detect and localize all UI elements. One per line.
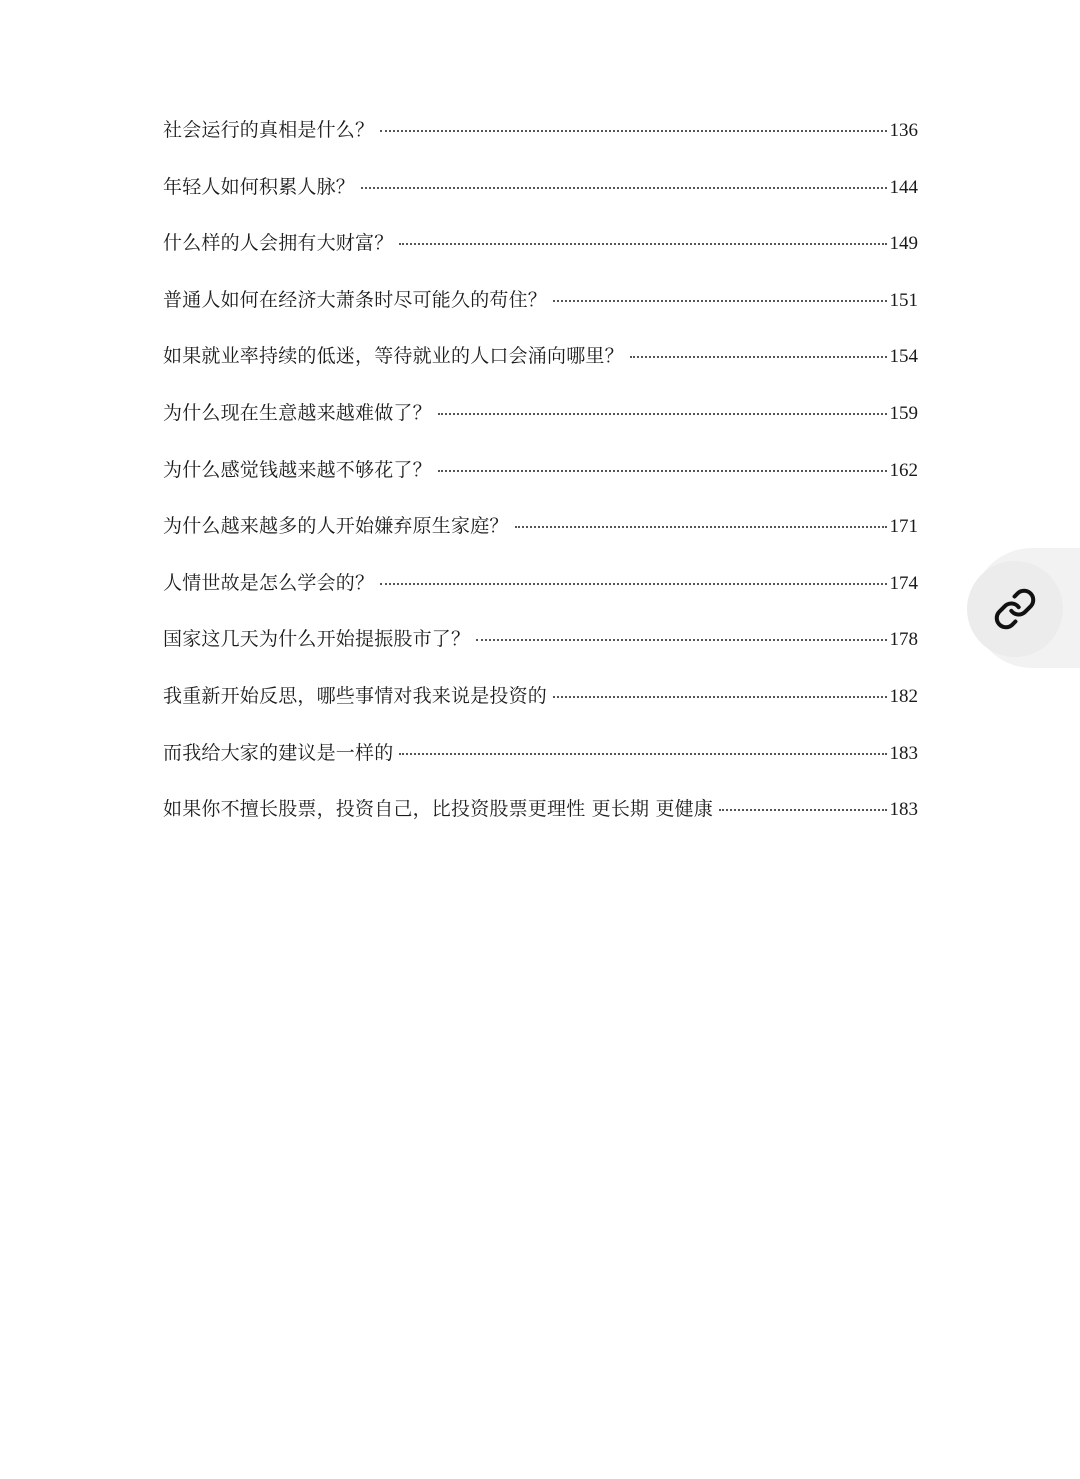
- toc-dot-leader: [438, 470, 887, 472]
- toc-dot-leader: [476, 639, 886, 641]
- toc-page-number: 182: [889, 685, 918, 707]
- toc-page-number: 159: [889, 402, 918, 424]
- toc-entry[interactable]: [163, 338, 918, 395]
- toc-dot-leader: [380, 583, 886, 585]
- link-icon: [993, 587, 1037, 631]
- toc-dot-leader: [515, 526, 887, 528]
- toc-dot-leader: [553, 696, 886, 698]
- toc-page-number: 151: [889, 289, 918, 311]
- toc-entry-title: 人情世故是怎么学会的？: [163, 571, 375, 594]
- toc-entry[interactable]: [163, 791, 918, 848]
- toc-entry[interactable]: [163, 225, 918, 282]
- toc-entry[interactable]: [163, 621, 918, 678]
- toc-page-number: 136: [889, 120, 918, 141]
- toc-page-number: 154: [889, 346, 918, 368]
- toc-entry-title: 为什么越来越多的人开始嫌弃原生家庭？: [163, 515, 509, 538]
- toc-entry-title: 国家这几天为什么开始提振股市了？: [163, 628, 471, 651]
- toc-entry[interactable]: [163, 735, 918, 792]
- toc-page-number: 171: [889, 516, 918, 538]
- toc-entry-title: 而我给大家的建议是一样的: [163, 741, 394, 764]
- toc-dot-leader: [380, 130, 886, 132]
- toc-page-number: 144: [889, 176, 918, 198]
- toc-dot-leader: [630, 356, 887, 358]
- toc-entry-title: 如果你不擅长股票，投资自己，比投资股票更理性 更长期 更健康: [163, 798, 714, 821]
- toc-page-number: 162: [889, 459, 918, 481]
- copy-link-button[interactable]: [967, 561, 1063, 657]
- toc-entry[interactable]: [163, 508, 918, 565]
- toc-entry-title: 普通人如何在经济大萧条时尽可能久的苟住？: [163, 288, 548, 311]
- toc-page-number: 183: [889, 799, 918, 821]
- toc-dot-leader: [553, 300, 886, 302]
- toc-entry[interactable]: [163, 395, 918, 452]
- toc-entry-title: 社会运行的真相是什么？: [163, 119, 375, 141]
- toc-dot-leader: [399, 753, 886, 755]
- toc-page-number: 174: [889, 572, 918, 594]
- toc-entry-title: 年轻人如何积累人脉？: [163, 175, 356, 198]
- toc-dot-leader: [361, 187, 886, 189]
- toc-entry-title: 我重新开始反思，哪些事情对我来说是投资的: [163, 684, 548, 707]
- toc-entry[interactable]: [163, 678, 918, 735]
- toc-page-number: 149: [889, 233, 918, 255]
- toc-entry[interactable]: [163, 112, 918, 169]
- toc-dot-leader: [438, 413, 887, 415]
- toc-entry-title: 什么样的人会拥有大财富？: [163, 232, 394, 255]
- toc-entry[interactable]: [163, 282, 918, 339]
- toc-page-number: 178: [889, 629, 918, 651]
- toc-entry-title: 如果就业率持续的低迷，等待就业的人口会涌向哪里？: [163, 345, 624, 368]
- toc-page-number: 183: [889, 742, 918, 764]
- toc-entry-title: 为什么感觉钱越来越不够花了？: [163, 458, 432, 481]
- toc-entry-title: 为什么现在生意越来越难做了？: [163, 401, 432, 424]
- table-of-contents: [163, 112, 918, 848]
- toc-dot-leader: [399, 243, 886, 245]
- toc-entry[interactable]: [163, 452, 918, 509]
- toc-entry[interactable]: [163, 565, 918, 622]
- toc-dot-leader: [719, 809, 886, 811]
- toc-entry[interactable]: [163, 169, 918, 226]
